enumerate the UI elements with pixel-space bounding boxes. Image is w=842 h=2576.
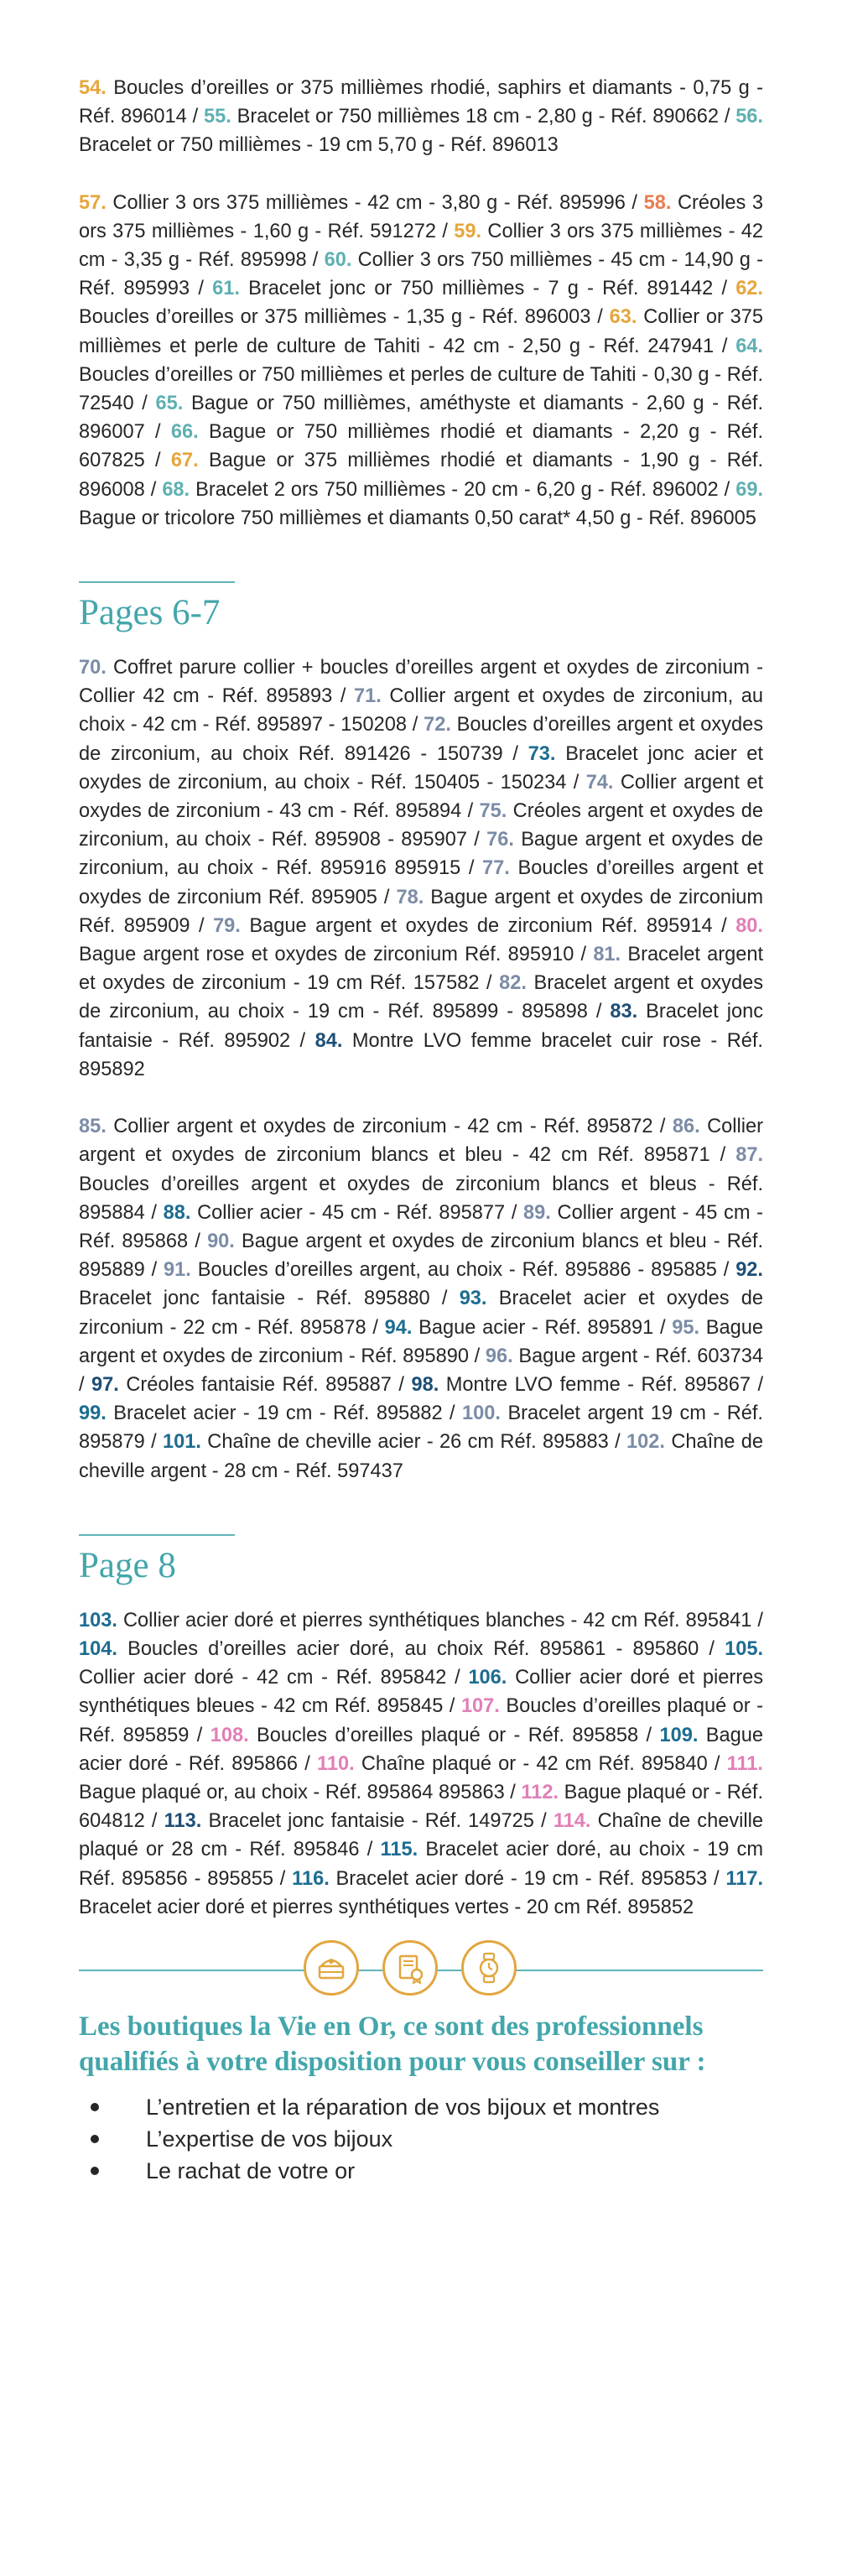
item-number: 54.	[79, 77, 107, 99]
section-header	[79, 581, 763, 635]
section-pages-6-7	[79, 581, 763, 1486]
item-description: Collier acier - 45 cm - Réf. 895877	[197, 1201, 506, 1224]
item-number: 115.	[380, 1839, 418, 1861]
list-item	[79, 2123, 763, 2155]
item-description: Boucles d’oreilles plaqué or - Réf. 895859	[79, 1695, 763, 1746]
item-number: 114.	[553, 1810, 591, 1833]
item-description: Bracelet jonc acier et oxydes de zirconium, au choix - Réf. 150405 - 150234	[79, 742, 763, 794]
legend-paragraph: 57. Collier 3 ors 375 millièmes - 42 cm - 3,80 g - Réf. 895996 / 58. Créoles 3 ors 375 millièmes - 1,60 g - Réf. 591272 / 59. Collier 3 ors 375 millièmes - 42 cm - 3,35 g - Réf. 895998 / 60. Collier 3 ors 750 millièmes - 45 cm - 14,90 g - Réf. 895993 / 61. Bracelet jonc or 750 millièmes - 7 g - Réf. 891442 / 62. Boucles d’oreilles or 375 millièmes - 1,35 g - Réf. 896003 / 63. Collier or 375 millièmes et perle de culture de Tahiti - 42 cm - 2,50 g - Réf. 247941 / 64. Boucles d’oreilles or 750 millièmes et perles de culture de Tahiti - 0,30 g - Réf. 72540 / 65. Bague or 750 millièmes, améthyste et diamants - 2,60 g - Réf. 896007 / 66. Bague or 750 millièmes rhodié et diamants - 2,20 g - Réf. 607825 / 67. Bague or 375 millièmes rhodié et diamants - 1,90 g - Réf. 896008 / 68. Bracelet 2 ors 750 millièmes - 20 cm - 6,20 g - Réf. 896002 / 69. Bague or tricolore 750 millièmes et diamants 0,50 carat* 4,50 g - Réf. 896005	[79, 191, 764, 529]
item-number: 69.	[735, 478, 764, 501]
item-description: Bracelet jonc fantaisie - Réf. 895902	[79, 1001, 763, 1052]
item-description: Collier acier doré et pierres synthétiques blanches - 42 cm Réf. 895841	[123, 1609, 752, 1631]
item-number: 93.	[459, 1288, 487, 1310]
item-description: Bracelet acier doré et pierres synthétiques vertes - 20 cm Réf. 895852	[79, 1896, 694, 1918]
item-number: 90.	[207, 1230, 235, 1252]
item-description: Boucles d’oreilles plaqué or - Réf. 895858	[257, 1724, 639, 1746]
list-item-label: Le rachat de votre or	[146, 2157, 356, 2183]
item-description: Boucles d’oreilles argent, au choix - Réf. 895886 - 895885	[197, 1259, 717, 1282]
item-number: 81.	[593, 944, 621, 966]
item-description: Créoles argent et oxydes de zirconium, au choix - Réf. 895908 - 895907	[79, 800, 763, 851]
list-item-label: L’entretien et la réparation de vos bijoux et montres	[146, 2094, 660, 2120]
item-number: 98.	[411, 1373, 439, 1396]
item-number: 109.	[659, 1724, 699, 1746]
item-description: Chaîne plaqué or - 42 cm Réf. 895840	[361, 1752, 708, 1775]
section-title: Pages 6-7	[79, 593, 221, 633]
jewelry-box-icon	[304, 1940, 359, 1996]
item-number: 101.	[163, 1431, 201, 1454]
item-description: Collier 3 ors 750 millièmes - 45 cm - 14,90 g - Réf. 895993	[79, 249, 763, 300]
service-icons	[304, 1940, 517, 1996]
item-number: 103.	[79, 1609, 117, 1631]
item-description: Boucles d’oreilles or 375 millièmes rhodié, saphirs et diamants - 0,75 g - Réf. 896014	[79, 77, 764, 128]
item-description: Boucles d’oreilles or 750 millièmes et perles de culture de Tahiti - 0,30 g - Réf. 72540	[79, 363, 763, 415]
item-description: Bague or tricolore 750 millièmes et diamants 0,50 carat* 4,50 g - Réf. 896005	[79, 507, 756, 529]
item-number: 102.	[626, 1431, 665, 1454]
item-number: 104.	[79, 1637, 117, 1660]
item-description: Bracelet or 750 millièmes - 19 cm 5,70 g - Réf. 896013	[79, 134, 559, 157]
item-description: Collier or 375 millièmes et perle de culture de Tahiti - 42 cm - 2,50 g - Réf. 247941	[79, 306, 763, 357]
item-number: 89.	[523, 1201, 551, 1224]
item-number: 100.	[462, 1402, 501, 1425]
item-number: 97.	[91, 1373, 119, 1396]
section-title: Page 8	[79, 1545, 176, 1585]
certificate-icon	[382, 1940, 438, 1996]
item-number: 111.	[726, 1752, 763, 1775]
item-description: Bague argent - Réf. 603734	[518, 1345, 764, 1367]
item-number: 91.	[164, 1259, 191, 1282]
item-number: 75.	[479, 800, 507, 823]
watch-icon	[461, 1940, 517, 1996]
bullet-dot	[91, 2135, 99, 2143]
item-description: Collier argent et oxydes de zirconium - 43 cm - Réf. 895894	[79, 771, 763, 823]
item-number: 62.	[735, 278, 763, 300]
item-description: Bague argent et oxydes de zirconium, au choix - Réf. 895916 895915	[79, 829, 763, 880]
item-number: 88.	[163, 1201, 191, 1224]
item-number: 58.	[643, 191, 672, 214]
section-page-8	[79, 1534, 763, 1922]
services-icon-band	[79, 1940, 763, 1999]
item-description: Bague plaqué or - Réf. 604812	[79, 1781, 763, 1833]
item-description: Bague argent et oxydes de zirconium blancs et bleu - Réf. 895889	[79, 1230, 764, 1282]
item-number: 92.	[735, 1259, 763, 1282]
item-number: 86.	[672, 1116, 700, 1138]
item-description: Créoles fantaisie Réf. 895887	[126, 1373, 392, 1396]
item-number: 85.	[79, 1116, 107, 1138]
item-description: Collier argent et oxydes de zirconium, au choix - 42 cm - Réf. 895897 - 150208	[79, 685, 763, 736]
item-description: Bracelet 2 ors 750 millièmes - 20 cm - 6,20 g - Réf. 896002	[195, 478, 719, 501]
item-number: 105.	[725, 1637, 763, 1660]
item-number: 110.	[317, 1752, 355, 1775]
list-item-label: L’expertise de vos bijoux	[146, 2126, 393, 2152]
item-number: 117.	[725, 1867, 763, 1890]
section-header	[79, 1534, 763, 1588]
item-number: 95.	[672, 1316, 700, 1339]
legend-block-1	[79, 74, 763, 533]
item-number: 108.	[210, 1724, 249, 1746]
item-number: 67.	[170, 450, 199, 472]
item-description: Bague or 375 millièmes rhodié et diamants - 1,90 g - Réf. 896008	[79, 450, 763, 501]
item-number: 87.	[735, 1144, 764, 1167]
item-description: Bague acier - Réf. 895891	[418, 1316, 654, 1339]
item-number: 106.	[468, 1667, 507, 1689]
item-description: Collier argent et oxydes de zirconium blancs et bleu - 42 cm Réf. 895871	[79, 1116, 763, 1167]
bullet-dot	[91, 2103, 99, 2111]
legend-paragraph: 85. Collier argent et oxydes de zirconium - 42 cm - Réf. 895872 / 86. Collier argent et oxydes de zirconium blancs et bleu - 42 cm Réf. 895871 / 87. Boucles d’oreilles argent et oxydes de zirconium blancs et bleus - Réf. 895884 / 88. Collier acier - 45 cm - Réf. 895877 / 89. Collier argent - 45 cm - Réf. 895868 / 90. Bague argent et oxydes de zirconium blancs et bleu - Réf. 895889 / 91. Boucles d’oreilles argent, au choix - Réf. 895886 - 895885 / 92. Bracelet jonc fantaisie - Réf. 895880 / 93. Bracelet acier et oxydes de zirconium - 22 cm - Réf. 895878 / 94. Bague acier - Réf. 895891 / 95. Bague argent et oxydes de zirconium - Réf. 895890 / 96. Bague argent - Réf. 603734 / 97. Créoles fantaisie Réf. 895887 / 98. Montre LVO femme - Réf. 895867 / 99. Bracelet acier - 19 cm - Réf. 895882 / 100. Bracelet argent 19 cm - Réf. 895879 / 101. Chaîne de cheville acier - 26 cm Réf. 895883 / 102. Chaîne de cheville argent - 28 cm - Réf. 597437	[79, 1116, 764, 1482]
item-description: Bague or 750 millièmes rhodié et diamants - 2,20 g - Réf. 607825	[79, 421, 763, 472]
item-description: Bracelet argent et oxydes de zirconium - 19 cm Réf. 157582	[79, 944, 764, 995]
item-number: 57.	[79, 191, 107, 214]
item-description: Bracelet acier - 19 cm - Réf. 895882	[113, 1402, 443, 1425]
item-description: Bracelet jonc or 750 millièmes - 7 g - Réf. 891442	[248, 278, 714, 300]
item-number: 61.	[212, 278, 240, 300]
item-description: Bracelet acier et oxydes de zirconium - 22 cm - Réf. 895878	[79, 1288, 763, 1339]
item-number: 55.	[203, 106, 231, 128]
item-number: 63.	[609, 306, 637, 329]
item-number: 64.	[735, 335, 763, 357]
item-number: 113.	[164, 1810, 202, 1833]
item-number: 82.	[499, 972, 527, 995]
item-description: Collier argent - 45 cm - Réf. 895868	[79, 1201, 764, 1252]
item-number: 84.	[314, 1029, 343, 1052]
item-number: 76.	[486, 829, 514, 851]
item-description: Boucles d’oreilles argent et oxydes de zirconium, au choix Réf. 891426 - 150739	[79, 714, 763, 765]
item-number: 56.	[735, 106, 763, 128]
item-description: Collier 3 ors 375 millièmes - 42 cm - 3,35 g - Réf. 895998	[79, 220, 764, 272]
item-description: Boucles d’oreilles acier doré, au choix Réf. 895861 - 895860	[127, 1637, 699, 1660]
item-number: 78.	[396, 886, 424, 908]
legend-paragraph: 103. Collier acier doré et pierres synthétiques blanches - 42 cm Réf. 895841 / 104. Boucles d’oreilles acier doré, au choix Réf. 895861 - 895860 / 105. Collier acier doré - 42 cm - Réf. 895842 / 106. Collier acier doré et pierres synthétiques bleues - 42 cm Réf. 895845 / 107. Boucles d’oreilles plaqué or - Réf. 895859 / 108. Boucles d’oreilles plaqué or - Réf. 895858 / 109. Bague acier doré - Réf. 895866 / 110. Chaîne plaqué or - 42 cm Réf. 895840 / 111. Bague plaqué or, au choix - Réf. 895864 895863 / 112. Bague plaqué or - Réf. 604812 / 113. Bracelet jonc fantaisie - Réf. 149725 / 114. Chaîne de cheville plaqué or 28 cm - Réf. 895846 / 115. Bracelet acier doré, au choix - 19 cm Réf. 895856 - 895855 / 116. Bracelet acier doré - 19 cm - Réf. 895853 / 117. Bracelet acier doré et pierres synthétiques vertes - 20 cm Réf. 895852	[79, 1609, 764, 1918]
item-description: Montre LVO femme bracelet cuir rose - Réf. 895892	[79, 1029, 763, 1080]
services-list	[79, 2091, 763, 2187]
item-number: 68.	[162, 478, 190, 501]
item-description: Bague argent rose et oxydes de zirconium Réf. 895910	[79, 944, 574, 966]
item-number: 80.	[735, 914, 763, 937]
item-number: 66.	[170, 421, 199, 444]
item-description: Chaîne de cheville argent - 28 cm - Réf. 597437	[79, 1431, 764, 1482]
item-number: 96.	[485, 1345, 513, 1367]
legend-paragraph: 54. Boucles d’oreilles or 375 millièmes rhodié, saphirs et diamants - 0,75 g - Réf. 896014 / 55. Bracelet or 750 millièmes 18 cm - 2,80 g - Réf. 890662 / 56. Bracelet or 750 millièmes - 19 cm 5,70 g - Réf. 896013	[79, 77, 764, 157]
item-description: Bague acier doré - Réf. 895866	[79, 1724, 763, 1775]
item-number: 107.	[460, 1695, 500, 1718]
section-rule	[79, 1534, 235, 1536]
item-number: 112.	[521, 1781, 559, 1803]
item-number: 99.	[79, 1402, 107, 1425]
item-description: Bracelet acier doré, au choix - 19 cm Réf. 895856 - 895855	[79, 1839, 764, 1890]
item-number: 70.	[79, 657, 107, 679]
item-description: Bracelet acier doré - 19 cm - Réf. 895853	[335, 1867, 708, 1890]
item-number: 116.	[292, 1867, 330, 1890]
item-description: Bracelet jonc fantaisie - Réf. 149725	[208, 1810, 534, 1833]
bullet-dot	[91, 2167, 99, 2175]
item-number: 71.	[353, 685, 382, 708]
item-number: 59.	[454, 220, 482, 242]
item-description: Boucles d’oreilles argent et oxydes de zirconium Réf. 895905	[79, 857, 763, 908]
item-description: Montre LVO femme - Réf. 895867	[445, 1373, 751, 1396]
item-description: Bague argent et oxydes de zirconium Réf. 895909	[79, 886, 763, 937]
item-description: Collier acier doré - 42 cm - Réf. 895842	[79, 1667, 447, 1689]
item-description: Bracelet or 750 millièmes 18 cm - 2,80 g - Réf. 890662	[236, 106, 720, 128]
item-number: 79.	[213, 914, 241, 937]
item-description: Bracelet argent 19 cm - Réf. 895879	[79, 1402, 763, 1454]
item-description: Bague argent et oxydes de zirconium Réf. 895914	[249, 914, 713, 937]
item-description: Collier acier doré et pierres synthétiques bleues - 42 cm Réf. 895845	[79, 1667, 764, 1718]
item-description: Bague plaqué or, au choix - Réf. 895864 895863	[79, 1781, 505, 1803]
legend-paragraph: 70. Coffret parure collier + boucles d’oreilles argent et oxydes de zirconium - Collier 42 cm - Réf. 895893 / 71. Collier argent et oxydes de zirconium, au choix - 42 cm - Réf. 895897 - 150208 / 72. Boucles d’oreilles argent et oxydes de zirconium, au choix Réf. 891426 - 150739 / 73. Bracelet jonc acier et oxydes de zirconium, au choix - Réf. 150405 - 150234 / 74. Collier argent et oxydes de zirconium - 43 cm - Réf. 895894 / 75. Créoles argent et oxydes de zirconium, au choix - Réf. 895908 - 895907 / 76. Bague argent et oxydes de zirconium, au choix - Réf. 895916 895915 / 77. Boucles d’oreilles argent et oxydes de zirconium Réf. 895905 / 78. Bague argent et oxydes de zirconium Réf. 895909 / 79. Bague argent et oxydes de zirconium Réf. 895914 / 80. Bague argent rose et oxydes de zirconium Réf. 895910 / 81. Bracelet argent et oxydes de zirconium - 19 cm Réf. 157582 / 82. Bracelet argent et oxydes de zirconium, au choix - 19 cm - Réf. 895899 - 895898 / 83. Bracelet jonc fantaisie - Réf. 895902 / 84. Montre LVO femme bracelet cuir rose - Réf. 895892	[79, 657, 764, 1080]
item-description: Créoles 3 ors 375 millièmes - 1,60 g - Réf. 591272	[79, 191, 763, 242]
item-description: Coffret parure collier + boucles d’oreilles argent et oxydes de zirconium - Collier 42 cm - Réf. 895893	[79, 657, 763, 708]
item-number: 83.	[610, 1001, 638, 1023]
services-promo-text: Les boutiques la Vie en Or, ce sont des professionnels qualifiés à votre disposition pour vous conseiller sur :	[79, 2011, 706, 2077]
item-description: Boucles d’oreilles or 375 millièmes - 1,35 g - Réf. 896003	[79, 306, 591, 329]
list-item	[79, 2091, 763, 2123]
item-description: Bague argent et oxydes de zirconium - Réf. 895890	[79, 1316, 763, 1367]
item-number: 72.	[424, 714, 451, 736]
list-item	[79, 2155, 763, 2187]
item-number: 94.	[384, 1316, 413, 1339]
item-description: Bracelet argent et oxydes de zirconium, au choix - 19 cm - Réf. 895899 - 895898	[79, 972, 763, 1023]
item-description: Collier argent et oxydes de zirconium - 42 cm - Réf. 895872	[113, 1116, 653, 1138]
item-number: 65.	[155, 393, 184, 415]
item-number: 73.	[528, 742, 556, 765]
item-description: Boucles d’oreilles argent et oxydes de zirconium blancs et bleus - Réf. 895884	[79, 1173, 763, 1224]
item-description: Chaîne de cheville acier - 26 cm Réf. 895883	[207, 1431, 609, 1454]
item-description: Bague or 750 millièmes, améthyste et diamants - 2,60 g - Réf. 896007	[79, 393, 764, 444]
section-rule	[79, 581, 235, 583]
item-number: 60.	[324, 249, 352, 272]
item-description: Bracelet jonc fantaisie - Réf. 895880	[79, 1288, 430, 1310]
item-description: Collier 3 ors 375 millièmes - 42 cm - 3,80 g - Réf. 895996	[112, 191, 626, 214]
item-number: 77.	[482, 857, 510, 880]
item-description: Chaîne de cheville plaqué or 28 cm - Réf. 895846	[79, 1810, 763, 1861]
item-number: 74.	[585, 771, 614, 794]
